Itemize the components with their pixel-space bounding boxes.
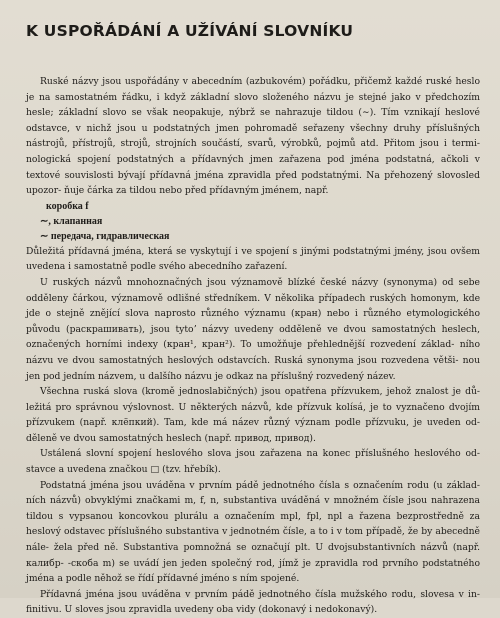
paragraph-verbs: Přídavná jména jsou uváděna v prvním pádě jednotného čísla mužského rodu, slovesa v in- finitivu. U sloves jsou zpravidla uvedeny oba vidy (dokonavý i nedokonavý).: [26, 588, 480, 616]
example-entry: ∼ передача, гидравлическая: [40, 230, 170, 242]
example-entry: ∼, клапанная: [40, 215, 103, 227]
example-entry: коробка f: [46, 200, 89, 212]
page-heading: K USPOŘÁDÁNÍ A UŽÍVÁNÍ SLOVNÍKU: [26, 22, 354, 40]
paragraph-phrases: Ustálená slovní spojení heslového slova jsou zařazena na konec příslušného heslového od- stavce a uvedena značkou □ (tzv. hřebík).: [26, 448, 480, 476]
paragraph-synonyms: U ruských názvů mnohoznačných jsou významově blízké české názvy (synonyma) od sebe odděleny čárkou, významově odlišné středníkem. V několika případech ruských homonym, kde jde o stejně znějící slova naprosto různého významu (кран) nebo i různého etymologického původu (раскрашивать), jsou tytoʼ názvy uvedeny odděleně ve dvou samostatných heslech, označených horními indexy (кран¹, кран²). To umožňuje přehlednější rozvedení základ- ního názvu ve dvou samostatných heslových odstavcích. Ruská synonyma jsou rozvedena větši- nou jen pod jedním názvem, u dalšího názvu je odkaz na příslušný rozvedený název.: [26, 276, 481, 382]
paragraph-ordering: Ruské názvy jsou uspořádány v abecedním (azbukovém) pořádku, přičemž každé ruské heslo je na samostatném řádku, i když základní slovo složeného názvu je stejné jako v předchozím hesle; základní slovo se však neopakuje, nýbrž se nahrazuje tildou (∼). Tím vznikají heslové odstavce, v nichž jsou u podstatných jmen pohromadě seřazeny všechny druhy příslušných nástrojů, přístrojů, strojů, strojních součástí, svarů, výrobků, pojmů atd. Přitom jsou i termi- nologická spojení podstatných a přídavných jmen zařazena pod jména podstatná, ačkoli v textové souvislosti bývají přídavná jména zpravidla před podstatnými. Na přehozený slovosled upozor- ňuje čárka za tildou nebo před přídavným jménem, např.: [26, 76, 481, 197]
paragraph-stress: Všechna ruská slova (kromě jednoslabičných) jsou opatřena přízvukem, jehož znalost je dů- ležitá pro správnou výslovnost. U některých názvů, kde přízvuk kolísá, je to vyznačeno dvojím přízvukem (např. клёпкий). Tam, kde má název různý význam podle přízvuku, je uveden od- děleně ve dvou samostatných heslech (např. привод, привод).: [26, 386, 480, 444]
paragraph-adjectives: Důležitá přídavná jména, která se vyskytují i ve spojení s jinými podstatnými jmény, jsou ovšem uvedena i samostatně podle svého abecedního zařazení.: [26, 245, 480, 273]
paragraph-nouns: Podstatná jména jsou uváděna v prvním pádě jednotného čísla s označením rodu (u základ- ních názvů) obvyklými značkami m, f, n, substantiva uváděná v množném čísle jsou nahrazena tildou s vypsanou koncovkou plurálu a označením mpl, fpl, npl a řazena bezprostředně za heslový odstavec příslušného substantiva v jednotném čísle, a to i v tom případě, že by abecedně nále- žela před ně. Substantiva pomnožná se označují plt. U dvojsubstantivních názvů (např. калибр- -скоба m) se uvádí jen jeden společný rod, jímž je zpravidla rod prvního podstatného jména a podle něhož se řídí přídavné jméno s ním spojené.: [26, 479, 480, 585]
